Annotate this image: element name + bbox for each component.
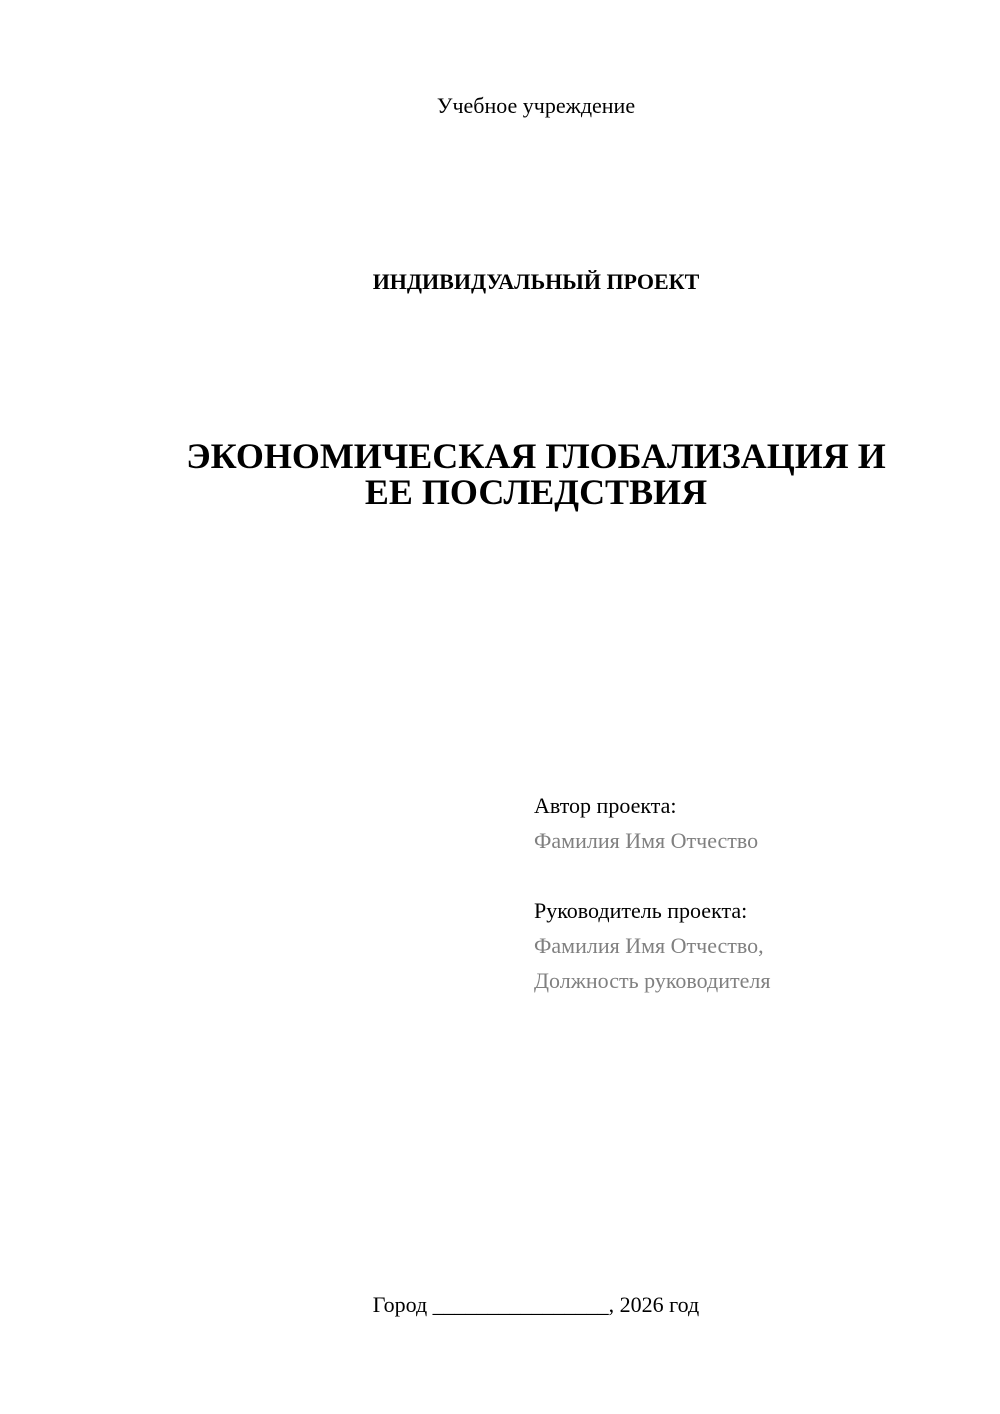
project-type-heading: ИНДИВИДУАЛЬНЫЙ ПРОЕКТ — [372, 269, 700, 294]
project-title-line-2: ЕЕ ПОСЛЕДСТВИЯ — [364, 472, 708, 512]
project-title — [150, 438, 922, 510]
supervisor-name: Фамилия Имя Отчество, — [534, 933, 764, 958]
author-name: Фамилия Имя Отчество — [534, 828, 759, 853]
project-title-line-1: ЭКОНОМИЧЕСКАЯ ГЛОБАЛИЗАЦИЯ И — [186, 436, 886, 476]
info-spacer — [534, 858, 974, 893]
project-info-block — [534, 788, 974, 998]
institution-name: Учебное учреждение — [436, 93, 636, 118]
city-year-footer: Город ________________, 2026 год — [372, 1292, 700, 1317]
supervisor-label: Руководитель проекта: — [534, 898, 748, 923]
supervisor-position: Должность руководителя — [534, 968, 771, 993]
author-label: Автор проекта: — [534, 793, 677, 818]
